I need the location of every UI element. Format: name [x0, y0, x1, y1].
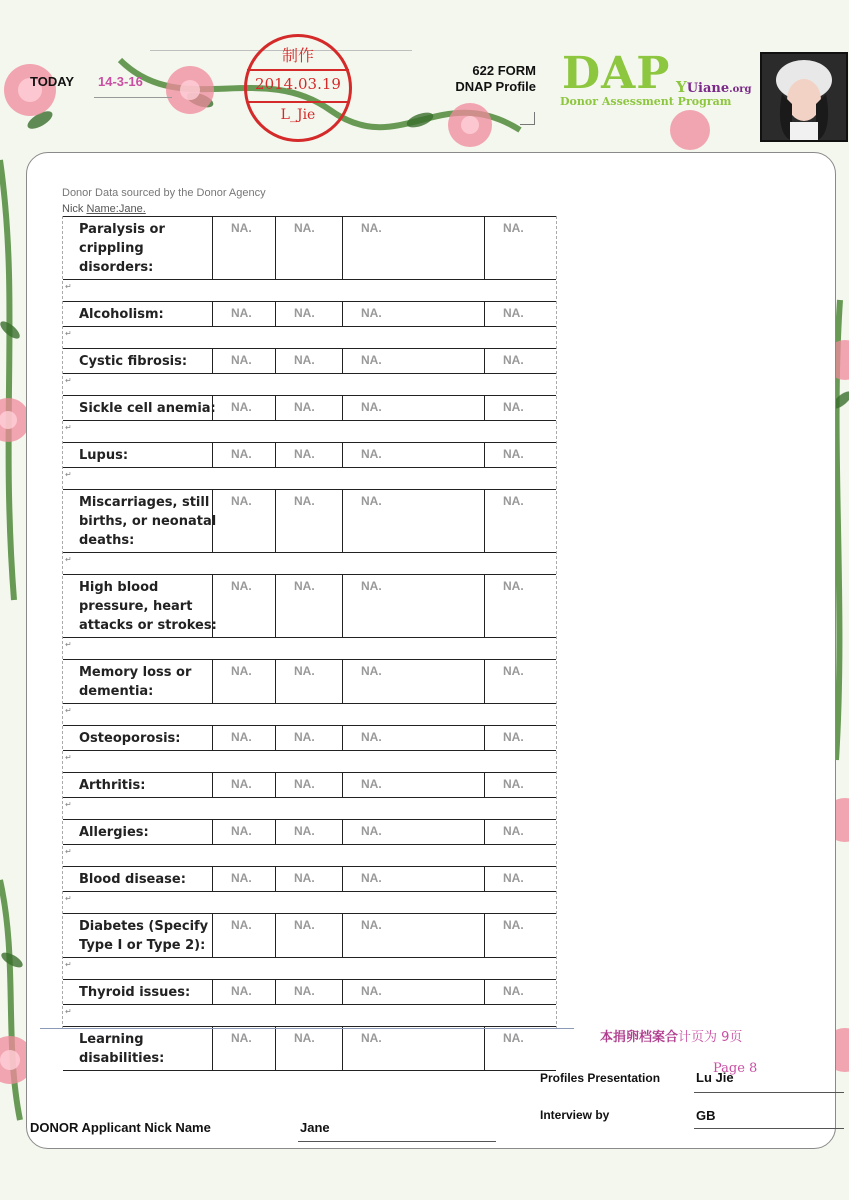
condition-value-cell: NA. — [213, 820, 276, 844]
condition-value-cell: NA. — [276, 820, 343, 844]
table-row — [63, 301, 556, 327]
form-title — [455, 63, 536, 95]
condition-value-cell: NA. — [503, 447, 524, 461]
condition-value-cell: NA. — [343, 349, 485, 373]
condition-label: Allergies: — [63, 820, 213, 844]
table-row — [63, 659, 556, 704]
condition-value-cell: NA. — [276, 660, 343, 703]
today-label: TODAY — [30, 74, 75, 89]
form-subtitle: DNAP Profile — [455, 79, 536, 94]
condition-value-cell: NA. — [276, 914, 343, 957]
condition-value-cell: NA. — [276, 217, 343, 279]
condition-value-cell: NA. — [213, 443, 276, 467]
condition-value-cell: NA. — [276, 443, 343, 467]
condition-value-cell: NA. — [213, 302, 276, 326]
condition-label: Learning disabilities: — [63, 1027, 213, 1070]
condition-label: Arthritis: — [63, 773, 213, 797]
row-spacer: ↵ — [65, 753, 72, 762]
row-spacer: ↵ — [65, 960, 72, 969]
condition-value-cell: NA. — [503, 1031, 524, 1045]
row-spacer: ↵ — [65, 706, 72, 715]
dap-logo: DAP — [562, 48, 671, 99]
stamp-line-2: 2014.03.19 — [255, 75, 341, 93]
condition-label: Alcoholism: — [63, 302, 213, 326]
condition-value-cell: NA. — [213, 914, 276, 957]
table-row — [63, 772, 556, 798]
today-underline — [94, 97, 172, 98]
table-row — [63, 866, 556, 892]
condition-value-cell: NA. — [213, 217, 276, 279]
medical-history-table — [62, 216, 557, 1066]
profiles-rule — [694, 1092, 844, 1093]
condition-value-cell: NA. — [213, 1027, 276, 1070]
condition-value-cell: NA. — [503, 918, 524, 932]
condition-value-cell: NA. — [503, 984, 524, 998]
row-spacer: ↵ — [65, 282, 72, 291]
profiles-presentation-value: Lu Jie — [696, 1070, 734, 1085]
interview-label: Interview by — [540, 1108, 610, 1122]
condition-value-cell: NA. — [276, 490, 343, 552]
data-source-note: Donor Data sourced by the Donor Agency — [62, 187, 266, 199]
table-row — [63, 1026, 556, 1071]
condition-value-cell: NA. — [276, 1027, 343, 1070]
row-spacer: ↵ — [65, 1007, 72, 1016]
condition-value-cell: NA. — [503, 824, 524, 838]
table-row — [63, 913, 556, 958]
condition-label: Memory loss or dementia: — [63, 660, 213, 703]
condition-value-cell: NA. — [213, 726, 276, 750]
condition-value-cell: NA. — [343, 867, 485, 891]
row-spacer: ↵ — [65, 376, 72, 385]
condition-value-cell: NA. — [503, 353, 524, 367]
condition-value-cell: NA. — [343, 820, 485, 844]
condition-label: Cystic fibrosis: — [63, 349, 213, 373]
condition-value-cell: NA. — [276, 726, 343, 750]
row-spacer: ↵ — [65, 800, 72, 809]
condition-label: High blood pressure, heart attacks or strokes: — [63, 575, 213, 637]
condition-value-cell: NA. — [503, 306, 524, 320]
condition-value-cell: NA. — [503, 494, 524, 508]
condition-value-cell: NA. — [503, 777, 524, 791]
condition-value-cell: NA. — [276, 773, 343, 797]
donor-photo — [760, 52, 848, 142]
condition-label: Paralysis or crippling disorders: — [63, 217, 213, 279]
condition-value-cell: NA. — [343, 914, 485, 957]
table-row — [63, 442, 556, 468]
condition-value-cell: NA. — [276, 980, 343, 1004]
condition-value-cell: NA. — [343, 396, 485, 420]
row-spacer: ↵ — [65, 470, 72, 479]
row-spacer: ↵ — [65, 423, 72, 432]
condition-value-cell: NA. — [213, 660, 276, 703]
form-bracket — [520, 112, 535, 125]
nick-name-line: Nick Name:Jane. — [62, 203, 146, 215]
profiles-presentation-label: Profiles Presentation — [540, 1071, 661, 1085]
condition-value-cell: NA. — [343, 1027, 485, 1070]
condition-value-cell: NA. — [343, 443, 485, 467]
condition-value-cell: NA. — [213, 980, 276, 1004]
nick-name-value: Name:Jane. — [86, 203, 146, 215]
form-number: 622 FORM — [472, 63, 536, 78]
row-spacer: ↵ — [65, 329, 72, 338]
condition-value-cell: NA. — [276, 302, 343, 326]
total-pages-note: 本捐卵档案合计页为 9页 — [600, 1030, 743, 1045]
table-row — [63, 395, 556, 421]
condition-value-cell: NA. — [503, 400, 524, 414]
row-spacer: ↵ — [65, 894, 72, 903]
table-row — [63, 489, 556, 553]
table-row — [63, 574, 556, 638]
condition-value-cell: NA. — [343, 726, 485, 750]
condition-value-cell: NA. — [343, 980, 485, 1004]
condition-value-cell: NA. — [343, 490, 485, 552]
applicant-rule — [298, 1141, 496, 1142]
condition-value-cell: NA. — [343, 575, 485, 637]
condition-value-cell: NA. — [343, 217, 485, 279]
table-row — [63, 979, 556, 1005]
condition-label: Lupus: — [63, 443, 213, 467]
condition-value-cell: NA. — [503, 871, 524, 885]
condition-value-cell: NA. — [343, 773, 485, 797]
stamp-line-1: 制作 — [281, 46, 314, 65]
condition-value-cell: NA. — [213, 867, 276, 891]
condition-label: Sickle cell anemia: — [63, 396, 213, 420]
condition-value-cell: NA. — [276, 349, 343, 373]
condition-value-cell: NA. — [503, 579, 524, 593]
condition-value-cell: NA. — [213, 575, 276, 637]
condition-value-cell: NA. — [276, 867, 343, 891]
applicant-nick-name-value: Jane — [300, 1120, 330, 1135]
condition-value-cell: NA. — [276, 575, 343, 637]
condition-value-cell: NA. — [503, 664, 524, 678]
row-spacer: ↵ — [65, 847, 72, 856]
applicant-nick-name-label: DONOR Applicant Nick Name — [30, 1120, 211, 1135]
table-row — [63, 216, 556, 280]
page-number: Page 8 — [713, 1061, 758, 1076]
interview-rule — [694, 1128, 844, 1129]
condition-label: Miscarriages, still births, or neonatal deaths: — [63, 490, 213, 552]
table-row — [63, 348, 556, 374]
table-row — [63, 725, 556, 751]
row-spacer: ↵ — [65, 555, 72, 564]
dap-logo-site: YUiane.org — [676, 78, 752, 96]
row-spacer: ↵ — [65, 640, 72, 649]
condition-label: Thyroid issues: — [63, 980, 213, 1004]
condition-value-cell: NA. — [276, 396, 343, 420]
condition-value-cell: NA. — [343, 660, 485, 703]
official-seal-stamp — [244, 34, 352, 142]
condition-value-cell: NA. — [503, 221, 524, 235]
condition-value-cell: NA. — [213, 349, 276, 373]
stamp-line-3: L_Jie — [280, 107, 316, 123]
condition-value-cell: NA. — [343, 302, 485, 326]
table-bottom-rule — [40, 1028, 574, 1029]
today-date: 14-3-16 — [98, 74, 143, 89]
condition-label: Diabetes (Specify Type I or Type 2): — [63, 914, 213, 957]
condition-value-cell: NA. — [213, 773, 276, 797]
dap-logo-tagline: Donor Assessment Program — [560, 95, 732, 108]
donor-photo-image — [762, 54, 846, 140]
condition-label: Blood disease: — [63, 867, 213, 891]
condition-value-cell: NA. — [213, 396, 276, 420]
condition-value-cell: NA. — [503, 730, 524, 744]
condition-value-cell: NA. — [213, 490, 276, 552]
interview-value: GB — [696, 1108, 716, 1123]
condition-label: Osteoporosis: — [63, 726, 213, 750]
table-row — [63, 819, 556, 845]
